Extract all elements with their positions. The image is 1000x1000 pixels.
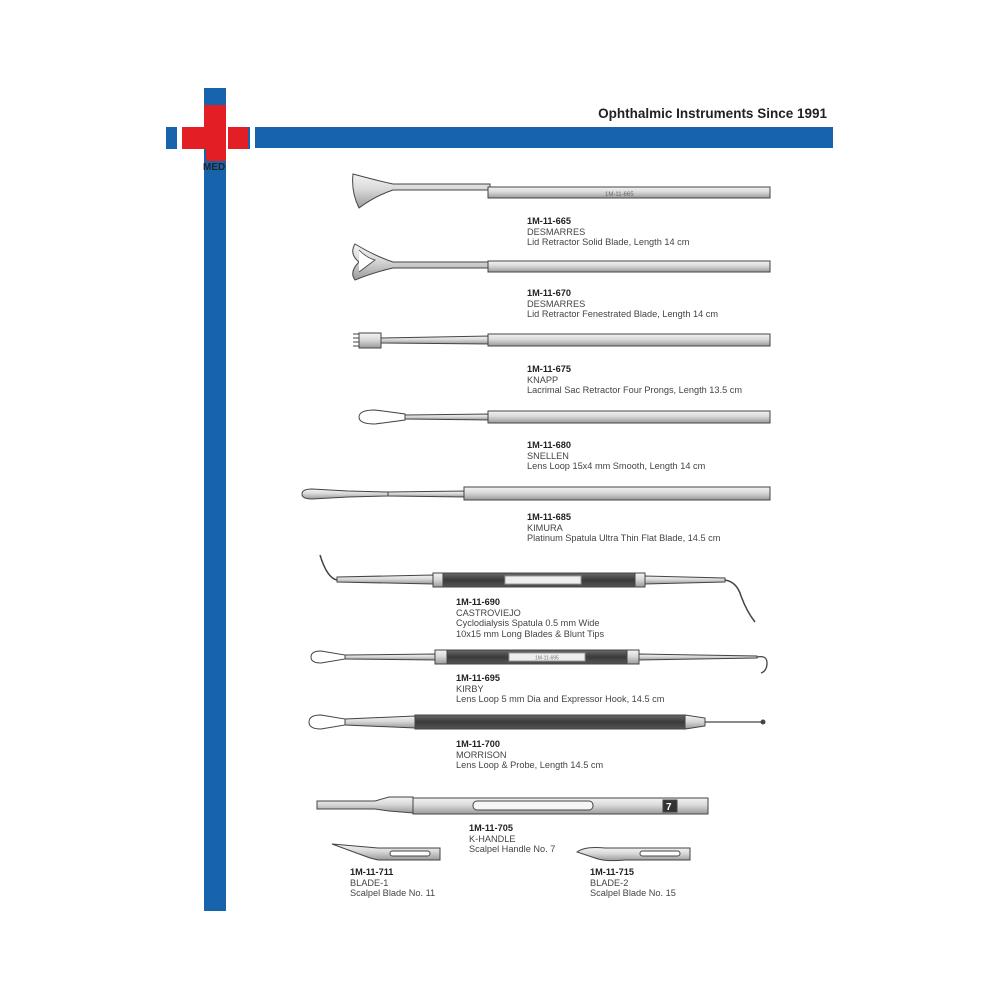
etched-code: 1M-11-695 [535, 655, 559, 662]
product-1M-11-715 [590, 867, 676, 899]
product-name: K-HANDLE [469, 833, 516, 844]
product-code: 1M-11-715 [590, 867, 634, 877]
product-description: Scalpel Blade No. 15 [590, 888, 676, 899]
product-code: 1M-11-695 [456, 673, 500, 683]
product-description: Cyclodialysis Spatula 0.5 mm Wide [456, 618, 600, 629]
product-description: Platinum Spatula Ultra Thin Flat Blade, 14.5 cm [527, 533, 721, 544]
scalpel-blade-15-illustration [575, 840, 695, 866]
desmarres-solid-retractor-illustration [345, 168, 775, 216]
page-tagline: Ophthalmic Instruments Since 1991 [598, 106, 827, 121]
product-1M-11-680 [527, 440, 705, 472]
product-description: Lens Loop 15x4 mm Smooth, Length 14 cm [527, 461, 706, 472]
logo-text: MED [203, 162, 226, 173]
product-name: KIRBY [456, 683, 484, 694]
product-1M-11-695 [456, 673, 664, 705]
product-code: 1M-11-700 [456, 739, 500, 749]
product-1M-11-675 [527, 364, 742, 396]
product-name: BLADE-1 [350, 877, 389, 888]
product-description: Lid Retractor Fenestrated Blade, Length 14 cm [527, 309, 719, 320]
product-description: Scalpel Blade No. 11 [350, 888, 436, 899]
product-code: 1M-11-711 [350, 867, 394, 877]
product-name: DESMARRES [527, 298, 586, 309]
product-1M-11-690 [456, 597, 604, 639]
product-code: 1M-11-670 [527, 288, 571, 298]
product-code: 1M-11-665 [527, 216, 571, 226]
kimura-spatula-illustration [298, 482, 774, 506]
k-handle-scalpel-handle-illustration [313, 792, 713, 820]
product-1M-11-705 [469, 823, 555, 855]
product-description-line-2: 10x15 mm Long Blades & Blunt Tips [456, 628, 605, 639]
product-code: 1M-11-685 [527, 512, 571, 522]
snellen-lens-loop-illustration [345, 405, 775, 429]
product-1M-11-711 [350, 867, 435, 899]
product-code: 1M-11-680 [527, 440, 571, 450]
product-name: SNELLEN [527, 450, 569, 461]
desmarres-fenestrated-retractor-illustration [345, 240, 775, 284]
handle-number: 7 [666, 802, 672, 813]
product-description: Scalpel Handle No. 7 [469, 844, 556, 855]
product-name: KIMURA [527, 522, 563, 533]
product-description: Lacrimal Sac Retractor Four Prongs, Length 13.5 cm [527, 385, 742, 396]
knapp-retractor-illustration [345, 326, 775, 356]
product-name: MORRISON [456, 749, 507, 760]
etched-code: 1M-11-665 [605, 192, 634, 198]
product-1M-11-700 [456, 739, 603, 771]
product-description: Lens Loop 5 mm Dia and Expressor Hook, 14.5 cm [456, 694, 665, 705]
product-name: KNAPP [527, 374, 559, 385]
morrison-lens-loop-illustration [305, 710, 775, 736]
product-1M-11-685 [527, 512, 720, 544]
product-name: CASTROVIEJO [456, 607, 521, 618]
product-1M-11-670 [527, 288, 718, 320]
brand-horizontal-bar [255, 127, 833, 148]
product-code: 1M-11-705 [469, 823, 513, 833]
product-name: BLADE-2 [590, 877, 629, 888]
product-description: Lens Loop & Probe, Length 14.5 cm [456, 760, 604, 771]
brand-vertical-bar [204, 88, 226, 911]
product-description: Lid Retractor Solid Blade, Length 14 cm [527, 237, 690, 248]
scalpel-blade-11-illustration [330, 840, 445, 866]
product-code: 1M-11-690 [456, 597, 500, 607]
product-name: DESMARRES [527, 226, 586, 237]
product-code: 1M-11-675 [527, 364, 571, 374]
